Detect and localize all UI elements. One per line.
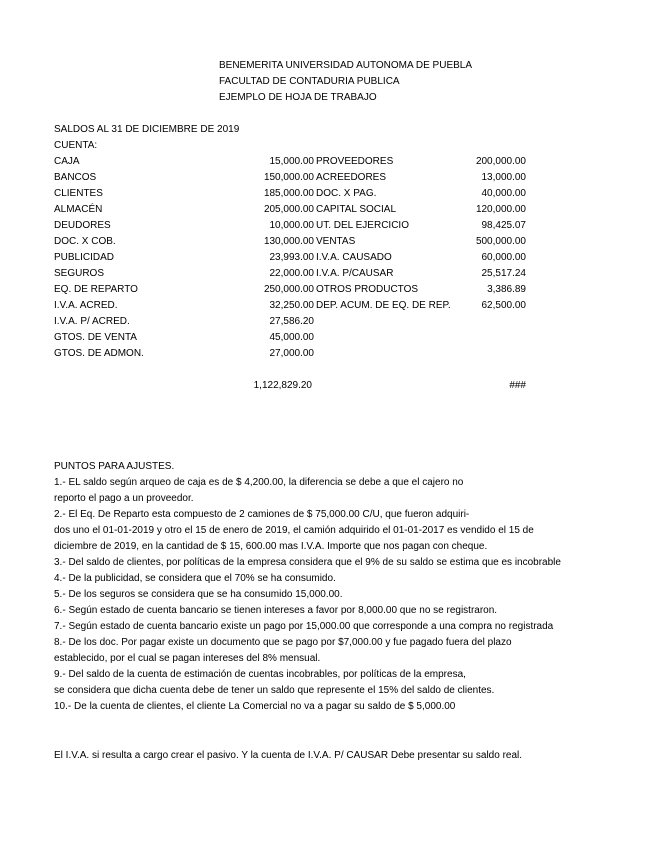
adjustment-line: 5.- De los seguros se considera que se ha consumido 15,000.00. (54, 589, 343, 600)
cuenta-label: CUENTA: (54, 140, 98, 151)
adjustment-line: 7.- Según estado de cuenta bancario existe un pago por 15,000.00 que corresponde a una compra no registrada (54, 621, 554, 632)
left-account-name: CLIENTES (54, 188, 103, 199)
left-account-amount: 250,000.00 (263, 284, 314, 295)
left-account-name: ALMACÉN (54, 204, 103, 215)
left-account-amount: 27,000.00 (269, 348, 314, 359)
right-account-name: I.V.A. P/CAUSAR (316, 268, 394, 279)
total-credit: ### (509, 380, 526, 391)
right-account-name: DOC. X PAG. (316, 188, 377, 199)
right-account-name: UT. DEL EJERCICIO (316, 220, 409, 231)
right-account-amount: 98,425.07 (481, 220, 526, 231)
adjustment-line: 8.- De los doc. Por pagar existe un documento que se pago por $7,000.00 y fue pagado fuera del plazo (54, 637, 512, 648)
balances-title: SALDOS AL 31 DE DICIEMBRE DE 2019 (54, 124, 240, 135)
adjustments-title: PUNTOS PARA AJUSTES. (54, 461, 175, 472)
adjustment-line: se considera que dicha cuenta debe de tener un saldo que represente el 15% del saldo de clientes. (54, 685, 495, 696)
left-account-name: EQ. DE REPARTO (54, 284, 138, 295)
adjustment-line: 10.- De la cuenta de clientes, el cliente La Comercial no va a pagar su saldo de $ 5,000.00 (54, 701, 456, 712)
left-account-name: CAJA (54, 156, 80, 167)
adjustment-line: reporto el pago a un proveedor. (54, 493, 194, 504)
right-account-amount: 40,000.00 (481, 188, 526, 199)
left-account-amount: 10,000.00 (269, 220, 314, 231)
left-account-amount: 32,250.00 (269, 300, 314, 311)
faculty-name: FACULTAD DE CONTADURIA PUBLICA (219, 76, 400, 87)
left-account-name: PUBLICIDAD (54, 252, 115, 263)
right-account-amount: 13,000.00 (481, 172, 526, 183)
left-account-amount: 150,000.00 (263, 172, 314, 183)
right-account-amount: 62,500.00 (481, 300, 526, 311)
total-debit: 1,122,829.20 (253, 380, 312, 391)
left-account-name: DOC. X COB. (54, 236, 116, 247)
adjustment-line: 9.- Del saldo de la cuenta de estimación de cuentas incobrables, por políticas de la empresa, (54, 669, 466, 680)
left-account-name: I.V.A. ACRED. (54, 300, 118, 311)
left-account-name: GTOS. DE VENTA (54, 332, 137, 343)
left-account-amount: 45,000.00 (269, 332, 314, 343)
right-account-amount: 60,000.00 (481, 252, 526, 263)
right-account-amount: 25,517.24 (481, 268, 526, 279)
document-title: EJEMPLO DE HOJA DE TRABAJO (219, 92, 377, 103)
adjustment-line: diciembre de 2019, en la cantidad de $ 15, 600.00 mas I.V.A. Importe que nos pagan con cheque. (54, 541, 488, 552)
left-account-name: SEGUROS (54, 268, 105, 279)
adjustment-line: dos uno el 01-01-2019 y otro el 15 de enero de 2019, el camión adquirido el 01-01-2017 es vendido el 15 de (54, 525, 534, 536)
right-account-name: OTROS PRODUCTOS (316, 284, 419, 295)
iva-note: El I.V.A. si resulta a cargo crear el pasivo. Y la cuenta de I.V.A. P/ CAUSAR Debe presentar su saldo real. (54, 750, 523, 761)
left-account-amount: 27,586.20 (269, 316, 314, 327)
adjustment-line: 3.- Del saldo de clientes, por políticas de la empresa considera que el 9% de su saldo se estima que es incobrable (54, 557, 561, 568)
right-account-name: CAPITAL SOCIAL (316, 204, 397, 215)
left-account-name: GTOS. DE ADMON. (54, 348, 144, 359)
left-account-amount: 22,000.00 (269, 268, 314, 279)
left-account-name: BANCOS (54, 172, 97, 183)
left-account-amount: 205,000.00 (263, 204, 314, 215)
adjustment-line: 2.- El Eq. De Reparto esta compuesto de 2 camiones de $ 75,000.00 C/U, que fueron adquiri- (54, 509, 470, 520)
right-account-amount: 3,386.89 (487, 284, 526, 295)
adjustment-line: 6.- Según estado de cuenta bancario se tienen intereses a favor por 8,000.00 que no se registraron. (54, 605, 498, 616)
adjustment-line: 4.- De la publicidad, se considera que el 70% se ha consumido. (54, 573, 336, 584)
left-account-name: I.V.A. P/ ACRED. (54, 316, 130, 327)
right-account-amount: 200,000.00 (475, 156, 526, 167)
left-account-amount: 185,000.00 (263, 188, 314, 199)
right-account-amount: 120,000.00 (475, 204, 526, 215)
left-account-amount: 15,000.00 (269, 156, 314, 167)
adjustment-line: establecido, por el cual se pagan intereses del 8% mensual. (54, 653, 321, 664)
left-account-amount: 23,993.00 (269, 252, 314, 263)
left-account-amount: 130,000.00 (263, 236, 314, 247)
left-account-name: DEUDORES (54, 220, 111, 231)
university-name: BENEMERITA UNIVERSIDAD AUTONOMA DE PUEBLA (219, 60, 473, 71)
right-account-amount: 500,000.00 (475, 236, 526, 247)
adjustment-line: 1.- EL saldo según arqueo de caja es de $ 4,200.00, la diferencia se debe a que el cajero no (54, 477, 464, 488)
right-account-name: VENTAS (316, 236, 356, 247)
right-account-name: PROVEEDORES (316, 156, 394, 167)
right-account-name: I.V.A. CAUSADO (316, 252, 392, 263)
right-account-name: ACREEDORES (316, 172, 387, 183)
right-account-name: DEP. ACUM. DE EQ. DE REP. (316, 300, 451, 311)
